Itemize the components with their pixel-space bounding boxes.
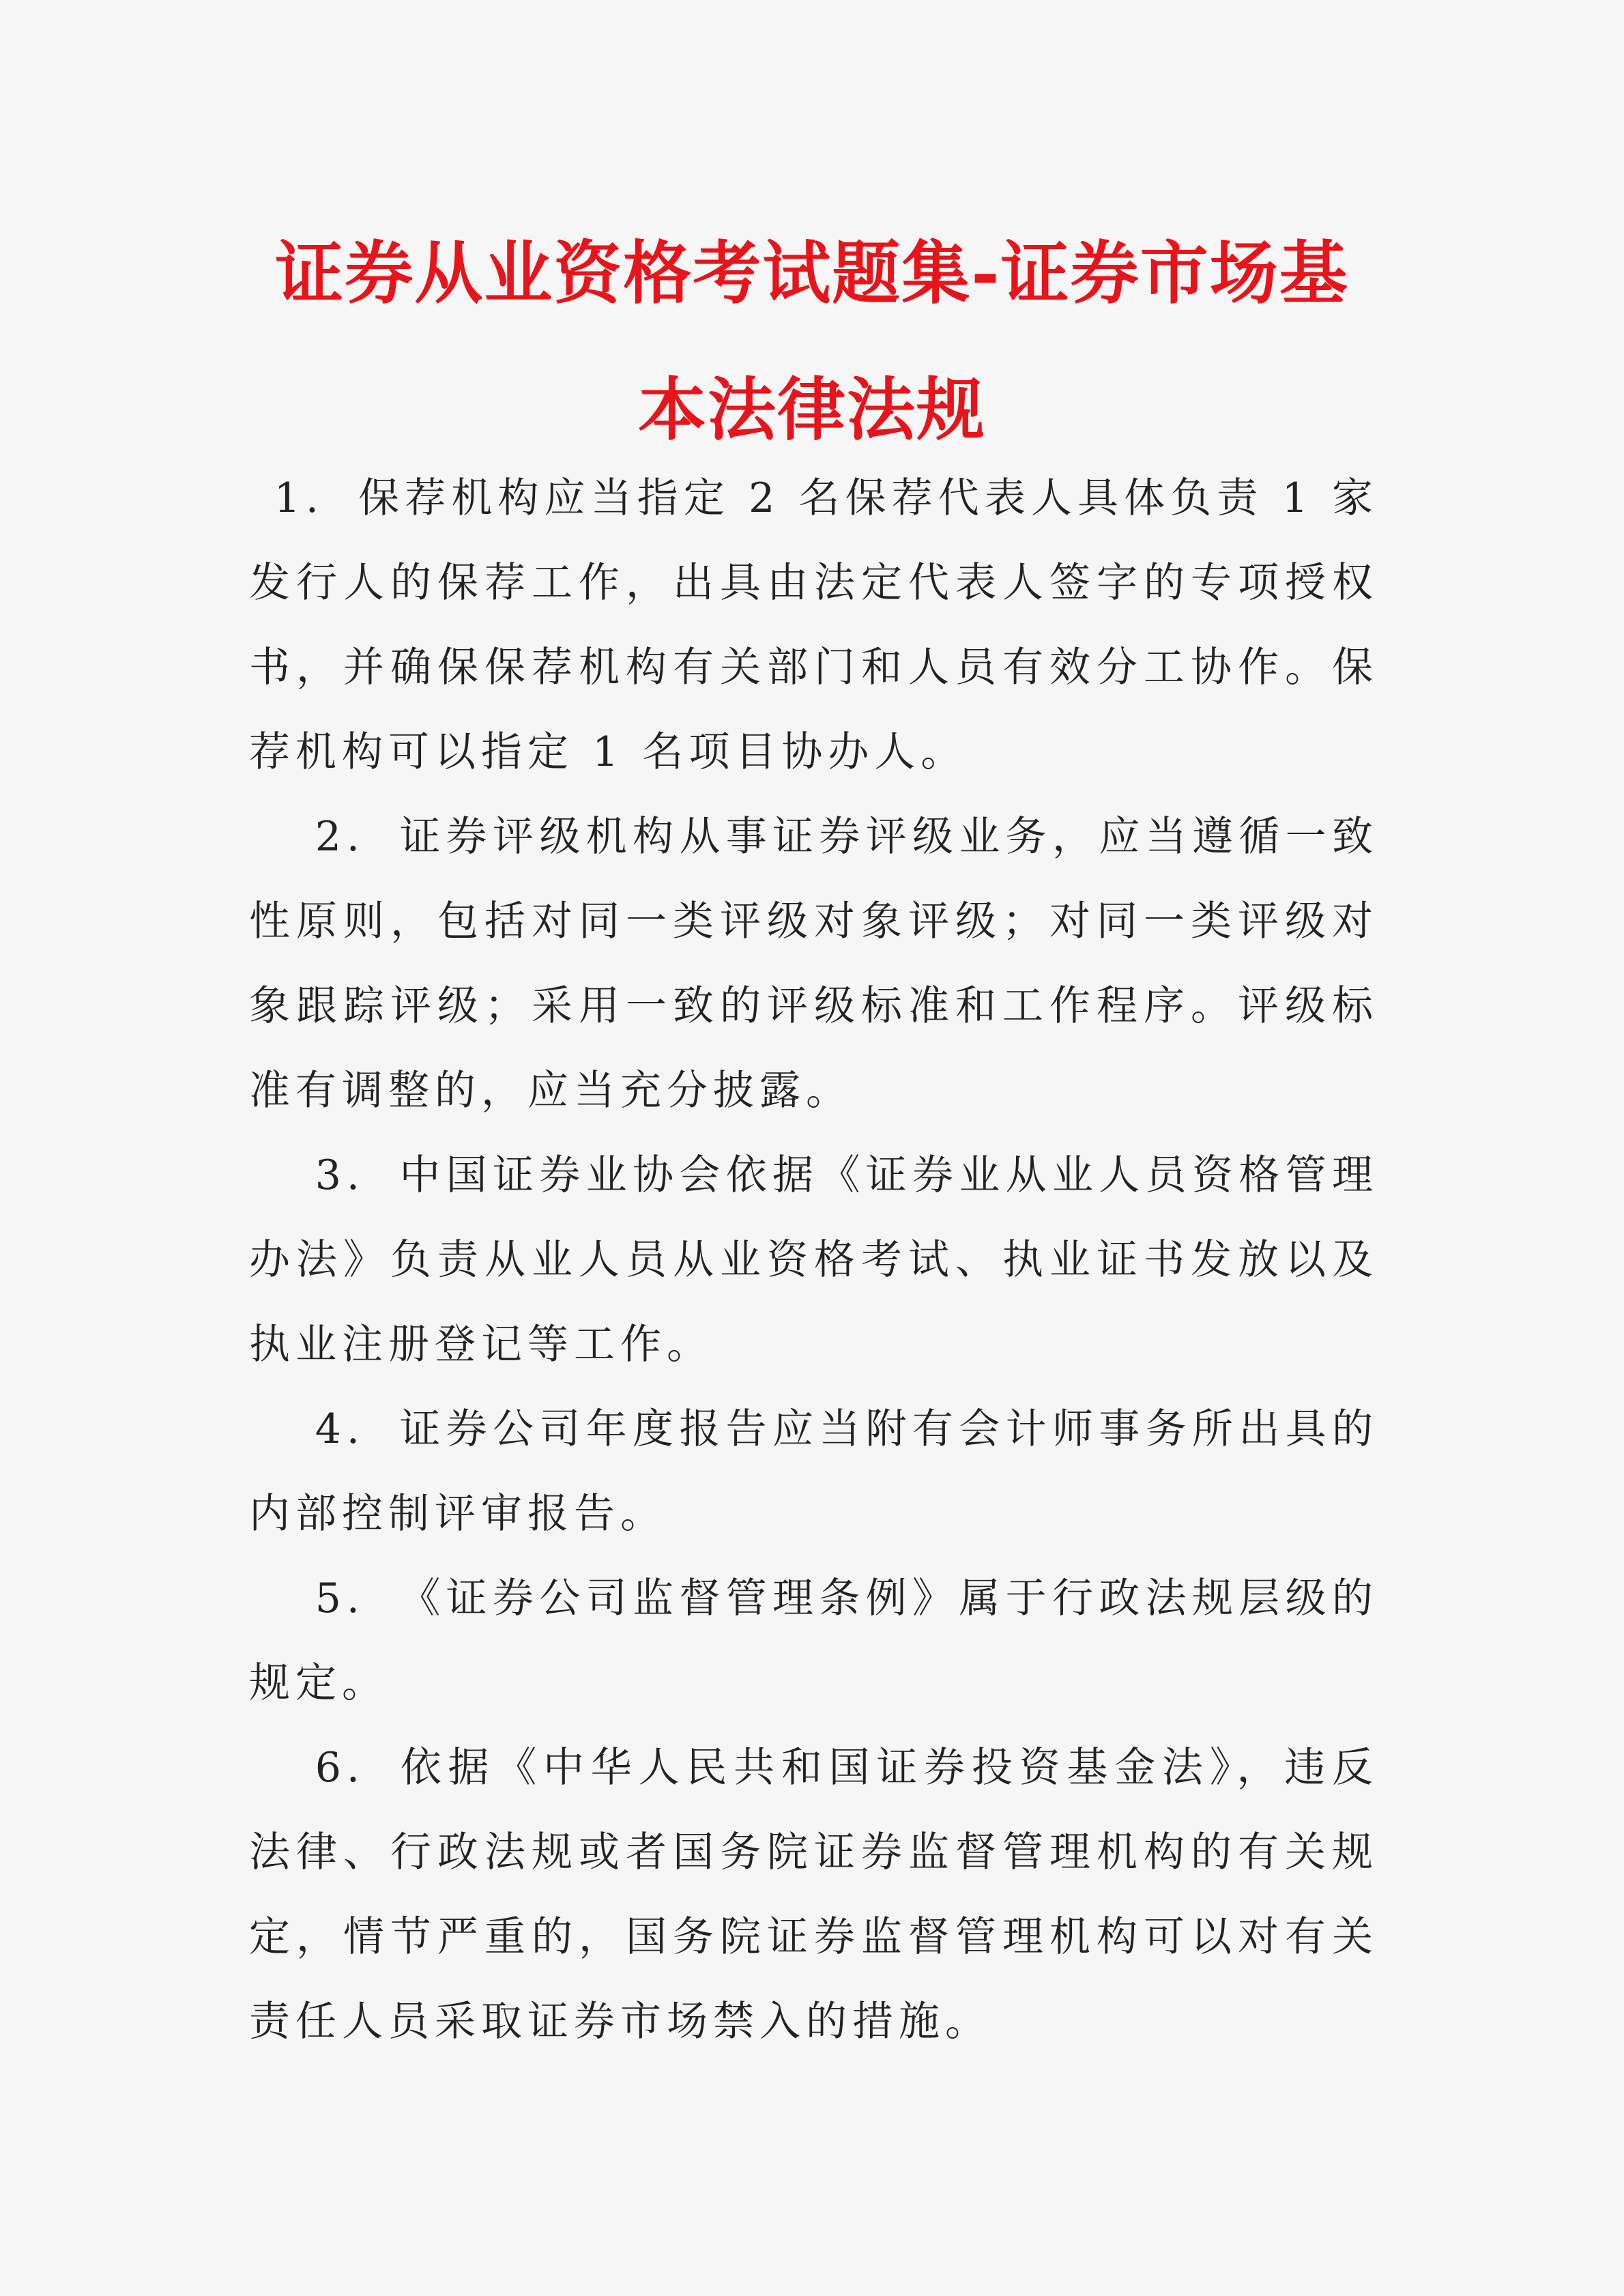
item-text: 《证券公司监督管理条例》属于行政法规层级的规定。 bbox=[249, 1575, 1378, 1707]
question-item-1 bbox=[249, 456, 1378, 794]
title-line-2: 本法律法规 bbox=[638, 369, 986, 450]
item-number: 5. bbox=[315, 1575, 365, 1622]
document-body bbox=[249, 456, 1378, 2064]
question-item-4 bbox=[249, 1387, 1378, 1556]
item-text: 中国证券业协会依据《证券业从业人员资格管理办法》负责从业人员从业资格考试、执业证书发放以及执业注册登记等工作。 bbox=[249, 1151, 1378, 1368]
item-number: 6. bbox=[315, 1744, 365, 1792]
item-text: 证券公司年度报告应当附有会计师事务所出具的内部控制评审报告。 bbox=[249, 1405, 1378, 1538]
item-text: 证券评级机构从事证券评级业务，应当遵循一致性原则，包括对同一类评级对象评级；对同一类评级对象跟踪评级；采用一致的评级标准和工作程序。评级标准有调整的，应当充分披露。 bbox=[249, 813, 1378, 1115]
item-number: 4. bbox=[315, 1405, 365, 1453]
question-item-3 bbox=[249, 1133, 1378, 1387]
document-title bbox=[242, 205, 1382, 478]
title-line-1: 证券从业资格考试题集-证券市场基 bbox=[275, 233, 1349, 313]
question-item-5 bbox=[249, 1556, 1378, 1725]
item-number: 3. bbox=[315, 1151, 365, 1199]
item-number: 1. bbox=[274, 474, 324, 522]
question-item-2 bbox=[249, 794, 1378, 1133]
question-item-6 bbox=[249, 1725, 1378, 2064]
item-text: 依据《中华人民共和国证券投资基金法》，违反法律、行政法规或者国务院证券监督管理机构的有关规定，情节严重的，国务院证券监督管理机构可以对有关责任人员采取证券市场禁入的措施。 bbox=[249, 1744, 1378, 2046]
item-number: 2. bbox=[315, 813, 365, 861]
item-text: 保荐机构应当指定 2 名保荐代表人具体负责 1 家发行人的保荐工作，出具由法定代表人签字的专项授权书，并确保保荐机构有关部门和人员有效分工协作。保荐机构可以指定 1 名项目协办人。 bbox=[249, 474, 1378, 776]
